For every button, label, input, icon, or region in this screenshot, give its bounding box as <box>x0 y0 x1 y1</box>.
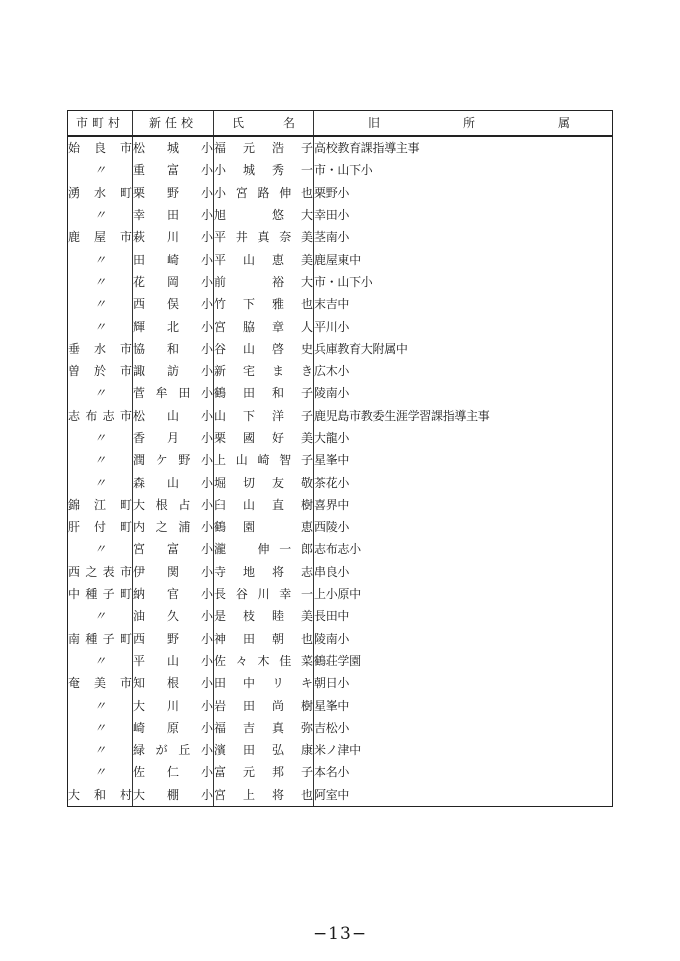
name-cell: 上山崎智子 <box>214 449 314 471</box>
name-cell: 佐々木佳菜 <box>214 650 314 672</box>
municipality-cell: 〃 <box>68 382 133 404</box>
table-row <box>68 516 613 538</box>
municipality-cell: 〃 <box>68 739 133 761</box>
former-post-cell: 茎南小 <box>314 226 613 248</box>
name-cell: 鶴園 恵 <box>214 516 314 538</box>
table-row <box>68 717 613 739</box>
former-post-cell: 本名小 <box>314 761 613 783</box>
table-row <box>68 405 613 427</box>
former-post-cell: 市・山下小 <box>314 271 613 293</box>
municipality-cell: 〃 <box>68 761 133 783</box>
municipality-cell: 〃 <box>68 293 133 315</box>
former-post-cell: 西陵小 <box>314 516 613 538</box>
name-cell: 神田朝也 <box>214 628 314 650</box>
former-post-cell: 広木小 <box>314 360 613 382</box>
table-row <box>68 561 613 583</box>
personnel-table <box>67 110 613 807</box>
name-cell: 堀切友敬 <box>214 471 314 493</box>
header-former-post <box>314 111 613 137</box>
name-cell: 平山恵美 <box>214 248 314 270</box>
municipality-cell: 〃 <box>68 427 133 449</box>
name-cell: 岩田尚樹 <box>214 694 314 716</box>
municipality-cell: 〃 <box>68 315 133 337</box>
table-row <box>68 226 613 248</box>
former-post-cell: 陵南小 <box>314 628 613 650</box>
new-school-cell: 萩川小 <box>133 226 214 248</box>
new-school-cell: 栗野小 <box>133 182 214 204</box>
former-post-cell: 吉松小 <box>314 717 613 739</box>
former-post-cell: 幸田小 <box>314 204 613 226</box>
municipality-cell: 肝付町 <box>68 516 133 538</box>
table-row <box>68 583 613 605</box>
name-cell: 宮上将也 <box>214 784 314 807</box>
municipality-cell: 〃 <box>68 717 133 739</box>
table-row <box>68 494 613 516</box>
former-post-cell: 鶴荘学園 <box>314 650 613 672</box>
new-school-cell: 諏訪小 <box>133 360 214 382</box>
name-cell: 濱田弘康 <box>214 739 314 761</box>
name-cell: 前 裕大 <box>214 271 314 293</box>
name-cell: 是枝睦美 <box>214 605 314 627</box>
new-school-cell: 協和小 <box>133 338 214 360</box>
table-row <box>68 471 613 493</box>
former-post-cell: 星峯中 <box>314 449 613 471</box>
new-school-cell: 油久小 <box>133 605 214 627</box>
municipality-cell: 〃 <box>68 605 133 627</box>
table-row <box>68 449 613 471</box>
new-school-cell: 西俣小 <box>133 293 214 315</box>
table-header-row <box>68 111 613 137</box>
new-school-cell: 大川小 <box>133 694 214 716</box>
header-name-right: 名 <box>282 116 295 130</box>
name-cell: 山下洋子 <box>214 405 314 427</box>
municipality-cell: 〃 <box>68 449 133 471</box>
new-school-cell: 香月小 <box>133 427 214 449</box>
name-cell: 寺地将志 <box>214 561 314 583</box>
name-cell: 臼山直樹 <box>214 494 314 516</box>
new-school-cell: 大根占小 <box>133 494 214 516</box>
municipality-cell: 曽於市 <box>68 360 133 382</box>
new-school-cell: 松山小 <box>133 405 214 427</box>
table-row <box>68 650 613 672</box>
new-school-cell: 宮富小 <box>133 538 214 560</box>
municipality-cell: 垂水市 <box>68 338 133 360</box>
table-row <box>68 739 613 761</box>
new-school-cell: 内之浦小 <box>133 516 214 538</box>
new-school-cell: 松城小 <box>133 136 214 159</box>
header-former-3: 属 <box>557 116 570 130</box>
new-school-cell: 知根小 <box>133 672 214 694</box>
new-school-cell: 崎原小 <box>133 717 214 739</box>
name-cell: 鶴田和子 <box>214 382 314 404</box>
name-cell: 小城秀一 <box>214 159 314 181</box>
municipality-cell: 志布志市 <box>68 405 133 427</box>
new-school-cell: 菅牟田小 <box>133 382 214 404</box>
former-post-cell: 串良小 <box>314 561 613 583</box>
new-school-cell: 重富小 <box>133 159 214 181</box>
municipality-cell: 西之表市 <box>68 561 133 583</box>
former-post-cell: 茶花小 <box>314 471 613 493</box>
name-cell: 長谷川幸一 <box>214 583 314 605</box>
new-school-cell: 西野小 <box>133 628 214 650</box>
name-cell: 小宮路伸也 <box>214 182 314 204</box>
new-school-cell: 輝北小 <box>133 315 214 337</box>
former-post-cell: 高校教育課指導主事 <box>314 136 613 159</box>
table-row <box>68 427 613 449</box>
former-post-cell: 栗野小 <box>314 182 613 204</box>
municipality-cell: 〃 <box>68 694 133 716</box>
table-row <box>68 784 613 807</box>
former-post-cell: 鹿児島市教委生涯学習課指導主事 <box>314 405 613 427</box>
name-cell: 谷山啓史 <box>214 338 314 360</box>
table-row <box>68 338 613 360</box>
former-post-cell: 平川小 <box>314 315 613 337</box>
table-row <box>68 694 613 716</box>
new-school-cell: 佐仁小 <box>133 761 214 783</box>
name-cell: 栗國好美 <box>214 427 314 449</box>
municipality-cell: 〃 <box>68 650 133 672</box>
name-cell: 竹下雅也 <box>214 293 314 315</box>
name-cell: 福元浩子 <box>214 136 314 159</box>
name-cell: 瀧 伸一郎 <box>214 538 314 560</box>
municipality-cell: 大和村 <box>68 784 133 807</box>
municipality-cell: 奄美市 <box>68 672 133 694</box>
table-row <box>68 136 613 159</box>
table-row <box>68 182 613 204</box>
name-cell: 田中リキ <box>214 672 314 694</box>
table-row <box>68 360 613 382</box>
former-post-cell: 朝日小 <box>314 672 613 694</box>
table-body <box>68 136 613 806</box>
former-post-cell: 志布志小 <box>314 538 613 560</box>
new-school-cell: 花岡小 <box>133 271 214 293</box>
header-new-school: 新任校 <box>133 111 214 137</box>
name-cell: 富元邦子 <box>214 761 314 783</box>
municipality-cell: 〃 <box>68 248 133 270</box>
municipality-cell: 〃 <box>68 271 133 293</box>
former-post-cell: 阿室中 <box>314 784 613 807</box>
former-post-cell: 兵庫教育大附属中 <box>314 338 613 360</box>
former-post-cell: 星峯中 <box>314 694 613 716</box>
former-post-cell: 末吉中 <box>314 293 613 315</box>
municipality-cell: 〃 <box>68 204 133 226</box>
name-cell: 旭 悠大 <box>214 204 314 226</box>
new-school-cell: 幸田小 <box>133 204 214 226</box>
former-post-cell: 鹿屋東中 <box>314 248 613 270</box>
municipality-cell: 中種子町 <box>68 583 133 605</box>
name-cell: 平井真奈美 <box>214 226 314 248</box>
former-post-cell: 上小原中 <box>314 583 613 605</box>
name-cell: 新宅まき <box>214 360 314 382</box>
header-former-2: 所 <box>462 116 475 130</box>
table-row <box>68 605 613 627</box>
new-school-cell: 納官小 <box>133 583 214 605</box>
table-row <box>68 315 613 337</box>
table-row <box>68 628 613 650</box>
municipality-cell: 〃 <box>68 471 133 493</box>
former-post-cell: 長田中 <box>314 605 613 627</box>
new-school-cell: 潤ケ野小 <box>133 449 214 471</box>
header-former-1: 旧 <box>368 116 381 130</box>
table-row <box>68 248 613 270</box>
new-school-cell: 田崎小 <box>133 248 214 270</box>
former-post-cell: 市・山下小 <box>314 159 613 181</box>
table-row <box>68 761 613 783</box>
new-school-cell: 伊関小 <box>133 561 214 583</box>
new-school-cell: 平山小 <box>133 650 214 672</box>
header-name <box>214 111 314 137</box>
municipality-cell: 南種子町 <box>68 628 133 650</box>
former-post-cell: 陵南小 <box>314 382 613 404</box>
new-school-cell: 緑が丘小 <box>133 739 214 761</box>
municipality-cell: 湧水町 <box>68 182 133 204</box>
header-name-left: 氏 <box>232 116 245 130</box>
municipality-cell: 〃 <box>68 159 133 181</box>
table-row <box>68 672 613 694</box>
former-post-cell: 米ノ津中 <box>314 739 613 761</box>
municipality-cell: 鹿屋市 <box>68 226 133 248</box>
name-cell: 福吉真弥 <box>214 717 314 739</box>
table-row <box>68 382 613 404</box>
former-post-cell: 大龍小 <box>314 427 613 449</box>
table-row <box>68 204 613 226</box>
table-row <box>68 538 613 560</box>
municipality-cell: 〃 <box>68 538 133 560</box>
page-number: −13− <box>312 924 368 944</box>
municipality-cell: 錦江町 <box>68 494 133 516</box>
table-row <box>68 293 613 315</box>
new-school-cell: 森山小 <box>133 471 214 493</box>
header-municipality: 市町村 <box>68 111 133 137</box>
new-school-cell: 大棚小 <box>133 784 214 807</box>
former-post-cell: 喜界中 <box>314 494 613 516</box>
municipality-cell: 始良市 <box>68 136 133 159</box>
table-row <box>68 159 613 181</box>
name-cell: 宮脇章人 <box>214 315 314 337</box>
table-row <box>68 271 613 293</box>
